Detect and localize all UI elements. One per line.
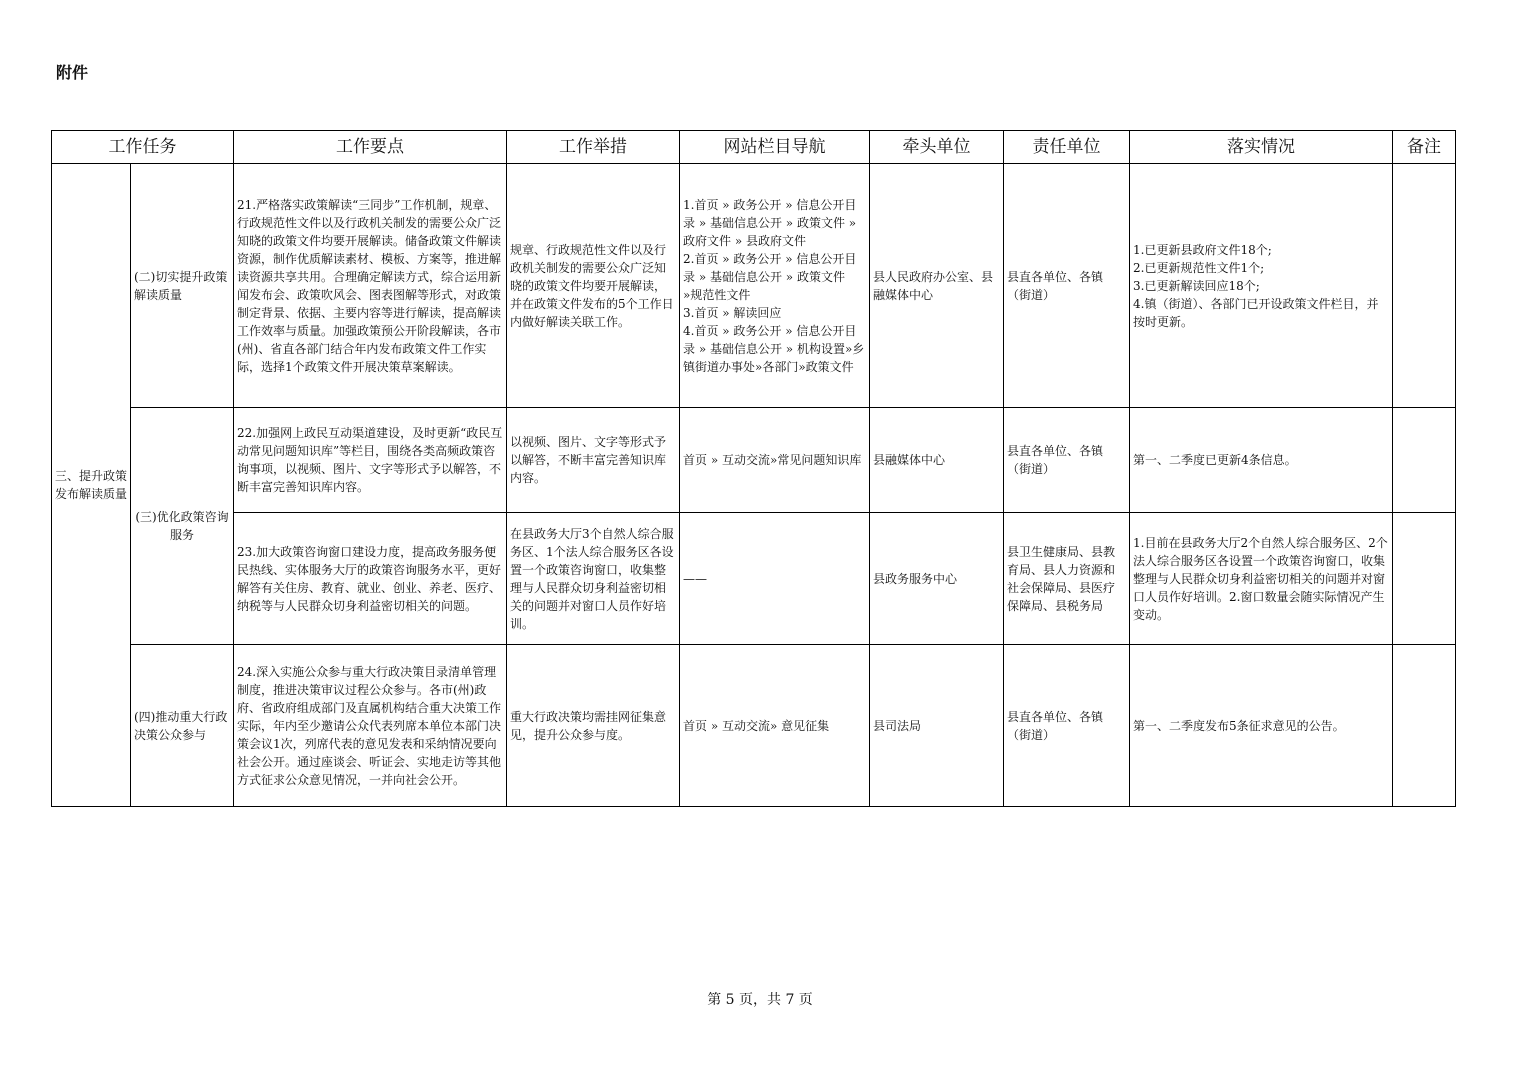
page-number-footer: 第 5 页，共 7 页 bbox=[707, 992, 813, 1008]
header-lead: 牵头单位 bbox=[870, 131, 1004, 164]
header-measures: 工作举措 bbox=[507, 131, 680, 164]
resp-cell: 县直各单位、各镇（街道） bbox=[1004, 645, 1130, 807]
header-resp: 责任单位 bbox=[1004, 131, 1130, 164]
header-status: 落实情况 bbox=[1130, 131, 1393, 164]
measure-cell: 重大行政决策均需挂网征集意见，提升公众参与度。 bbox=[507, 645, 680, 807]
table-row bbox=[52, 408, 1456, 513]
measure-cell: 以视频、图片、文字等形式予以解答，不断丰富完善知识库内容。 bbox=[507, 408, 680, 513]
table-header-row bbox=[52, 131, 1456, 164]
note-cell bbox=[1393, 513, 1456, 645]
table-row bbox=[52, 513, 1456, 645]
nav-cell: 1.首页 » 政务公开 » 信息公开目录 » 基础信息公开 » 政策文件 » 政府文件 » 县政府文件 2.首页 » 政务公开 » 信息公开目录 » 基础信息公开 » 政策文件 »规范性文件 3.首页 » 解读回应 4.首页 » 政务公开 » 信息公开目录 » 基础信息公开 » 机构设置»乡镇街道办事处»各部门»政策文件 bbox=[680, 164, 870, 408]
status-cell: 1.已更新县政府文件18个; 2.已更新规范性文件1个; 3.已更新解读回应18个; 4.镇（街道）、各部门已开设政策文件栏目，并按时更新。 bbox=[1130, 164, 1393, 408]
task-main-cell: 三、提升政策发布解读质量 bbox=[52, 164, 131, 807]
work-task-table bbox=[51, 130, 1456, 807]
lead-cell: 县政务服务中心 bbox=[870, 513, 1004, 645]
status-cell: 第一、二季度发布5条征求意见的公告。 bbox=[1130, 645, 1393, 807]
task-group-cell: (三)优化政策咨询服务 bbox=[131, 408, 234, 645]
lead-cell: 县人民政府办公室、县融媒体中心 bbox=[870, 164, 1004, 408]
table-row bbox=[52, 645, 1456, 807]
header-points: 工作要点 bbox=[234, 131, 507, 164]
note-cell bbox=[1393, 408, 1456, 513]
lead-cell: 县司法局 bbox=[870, 645, 1004, 807]
lead-cell: 县融媒体中心 bbox=[870, 408, 1004, 513]
note-cell bbox=[1393, 164, 1456, 408]
nav-cell: 首页 » 互动交流» 意见征集 bbox=[680, 645, 870, 807]
attachment-label: 附件 bbox=[56, 63, 89, 82]
resp-cell: 县直各单位、各镇（街道） bbox=[1004, 408, 1130, 513]
nav-cell: —— bbox=[680, 513, 870, 645]
measure-cell: 在县政务大厅3个自然人综合服务区、1个法人综合服务区各设置一个政策咨询窗口，收集整理与人民群众切身利益密切相关的问题并对窗口人员作好培训。 bbox=[507, 513, 680, 645]
task-group-cell: (二)切实提升政策解读质量 bbox=[131, 164, 234, 408]
nav-cell: 首页 » 互动交流»常见问题知识库 bbox=[680, 408, 870, 513]
point-cell: 24.深入实施公众参与重大行政决策目录清单管理制度，推进决策审议过程公众参与。各市(州)政府、省政府组成部门及直属机构结合重大决策工作实际，年内至少邀请公众代表列席本单位本部门决策会议1次，列席代表的意见发表和采纳情况要向社会公开。通过座谈会、听证会、实地走访等其他方式征求公众意见情况，一并向社会公开。 bbox=[234, 645, 507, 807]
point-cell: 21.严格落实政策解读“三同步”工作机制，规章、行政规范性文件以及行政机关制发的需要公众广泛知晓的政策文件均要开展解读。储备政策文件解读资源，制作优质解读素材、模板、方案等，推进解读资源共享共用。合理确定解读方式，综合运用新闻发布会、政策吹风会、图表图解等形式，对政策制定背景、依据、主要内容等进行解读，提高解读工作效率与质量。加强政策预公开阶段解读，各市(州)、省直各部门结合年内发布政策文件工作实际，选择1个政策文件开展决策草案解读。 bbox=[234, 164, 507, 408]
header-task: 工作任务 bbox=[52, 131, 234, 164]
point-cell: 22.加强网上政民互动渠道建设，及时更新“政民互动常见问题知识库”等栏目，围绕各类高频政策咨询事项，以视频、图片、文字等形式予以解答，不断丰富完善知识库内容。 bbox=[234, 408, 507, 513]
header-nav: 网站栏目导航 bbox=[680, 131, 870, 164]
point-cell: 23.加大政策咨询窗口建设力度，提高政务服务便民热线、实体服务大厅的政策咨询服务水平，更好解答有关住房、教育、就业、创业、养老、医疗、纳税等与人民群众切身利益密切相关的问题。 bbox=[234, 513, 507, 645]
measure-cell: 规章、行政规范性文件以及行政机关制发的需要公众广泛知晓的政策文件均要开展解读，并在政策文件发布的5个工作日内做好解读关联工作。 bbox=[507, 164, 680, 408]
status-cell: 1.目前在县政务大厅2个自然人综合服务区、2个法人综合服务区各设置一个政策咨询窗口，收集整理与人民群众切身利益密切相关的问题并对窗口人员作好培训。2.窗口数量会随实际情况产生变动。 bbox=[1130, 513, 1393, 645]
resp-cell: 县卫生健康局、县教育局、县人力资源和社会保障局、县医疗保障局、县税务局 bbox=[1004, 513, 1130, 645]
header-note: 备注 bbox=[1393, 131, 1456, 164]
status-cell: 第一、二季度已更新4条信息。 bbox=[1130, 408, 1393, 513]
task-group-cell: (四)推动重大行政决策公众参与 bbox=[131, 645, 234, 807]
table-row bbox=[52, 164, 1456, 408]
note-cell bbox=[1393, 645, 1456, 807]
resp-cell: 县直各单位、各镇（街道） bbox=[1004, 164, 1130, 408]
